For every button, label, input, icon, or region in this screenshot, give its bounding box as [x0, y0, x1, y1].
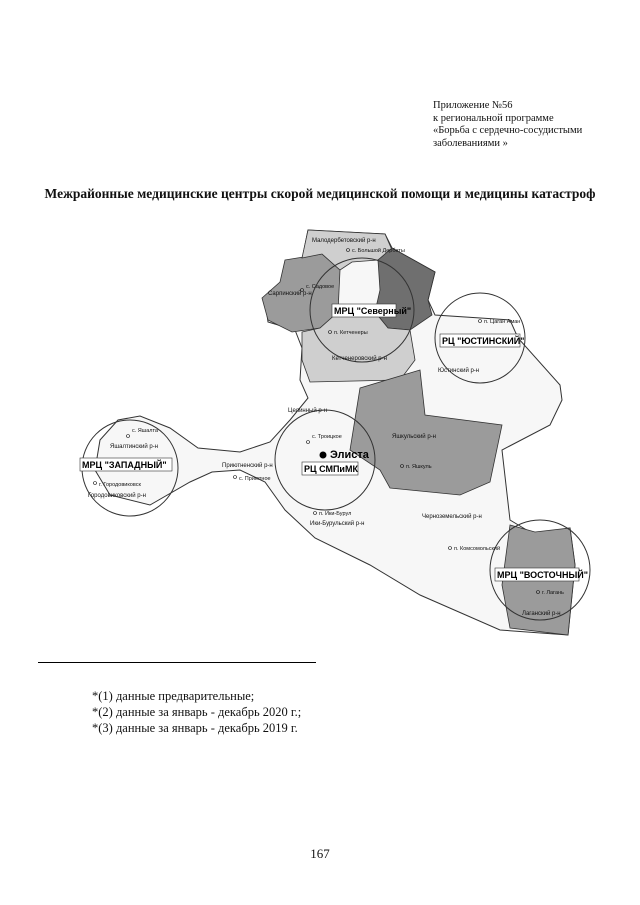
- district-label-priyutnensky: Приютненский р-н: [222, 463, 273, 469]
- settlement-priyutnoe: с. Приютное: [239, 476, 271, 482]
- district-label-yustinsky: Юстинский р-н: [438, 368, 480, 374]
- center-label-elista: РЦ СМПиМК: [304, 464, 358, 474]
- settlement-bolshoy-derbety: с. Большой Дербеты: [352, 248, 405, 254]
- settlement-tsagan-aman: п. Цаган Аман: [484, 319, 521, 325]
- settlement-lagan: г. Лагань: [542, 590, 564, 596]
- center-label-east: МРЦ "ВОСТОЧНЫЙ": [497, 570, 589, 580]
- district-label-yashaltinsky: Яшалтинский р-н: [110, 444, 159, 450]
- footnotes: [92, 688, 301, 736]
- center-label-yustinsky: РЦ "ЮСТИНСКИЙ": [442, 336, 525, 346]
- center-label-west: МРЦ "ЗАПАДНЫЙ": [82, 460, 167, 470]
- appendix-line-4: заболеваниями »: [433, 137, 508, 149]
- kalmykia-map: [40, 220, 620, 660]
- center-label-north: МРЦ "Северный": [334, 306, 412, 316]
- map-svg: [40, 220, 620, 660]
- district-label-tselinny: Целинный р-н: [288, 408, 328, 414]
- settlement-iki-burul: п. Ики-Бурул: [319, 511, 352, 517]
- settlement-yashalta: с. Яшалта: [132, 428, 158, 434]
- district-label-maloderbet: Малодербетовский р-н: [312, 238, 376, 244]
- settlement-komsomolsky: п. Комсомольский: [454, 546, 501, 552]
- district-label-yashkulsky: Яшкульский р-н: [392, 434, 436, 440]
- settlement-sadovoe: с. Садовое: [306, 284, 335, 290]
- district-label-lagansky: Лаганский р-н: [522, 611, 561, 617]
- settlement-troitskoe: с. Троицкое: [312, 434, 342, 440]
- district-label-sarpinsky: Сарпинский р-н: [268, 291, 312, 297]
- footnote-3: *(3) данные за январь - декабрь 2019 г.: [92, 721, 298, 735]
- appendix-line-1: Приложение №56: [433, 100, 513, 111]
- footnote-divider: [38, 662, 316, 663]
- city-marker-elista: [320, 452, 327, 459]
- page-number: 167: [310, 846, 330, 861]
- appendix-line-3: «Борьба с сердечно-сосудистыми: [433, 125, 583, 136]
- settlement-ketchenery: п. Кетченеры: [334, 330, 368, 336]
- settlement-yashkul: п. Яшкуль: [406, 464, 432, 470]
- district-label-gorodovikovsky: Городовиковский р-н: [88, 493, 146, 499]
- district-north-dark: [375, 248, 435, 330]
- document-title: Межрайонные медицинские центры скорой медицинской помощи и медицины катастроф: [44, 186, 596, 201]
- footnote-2: *(2) данные за январь - декабрь 2020 г.;: [92, 705, 302, 719]
- settlement-gorodovikovsk: г. Городовиковск: [99, 482, 141, 488]
- district-label-chernozemelsky: Черноземельский р-н: [422, 514, 482, 520]
- district-label-iki-burulsky: Ики-Бурульский р-н: [310, 521, 365, 527]
- appendix-header: [433, 100, 633, 150]
- city-label-elista: Элиста: [330, 449, 369, 461]
- appendix-line-2: к региональной программе: [433, 112, 554, 124]
- footnote-1: *(1) данные предварительные;: [92, 689, 255, 703]
- district-label-ketchenerovsky: Кетченеровский р-н: [332, 356, 387, 362]
